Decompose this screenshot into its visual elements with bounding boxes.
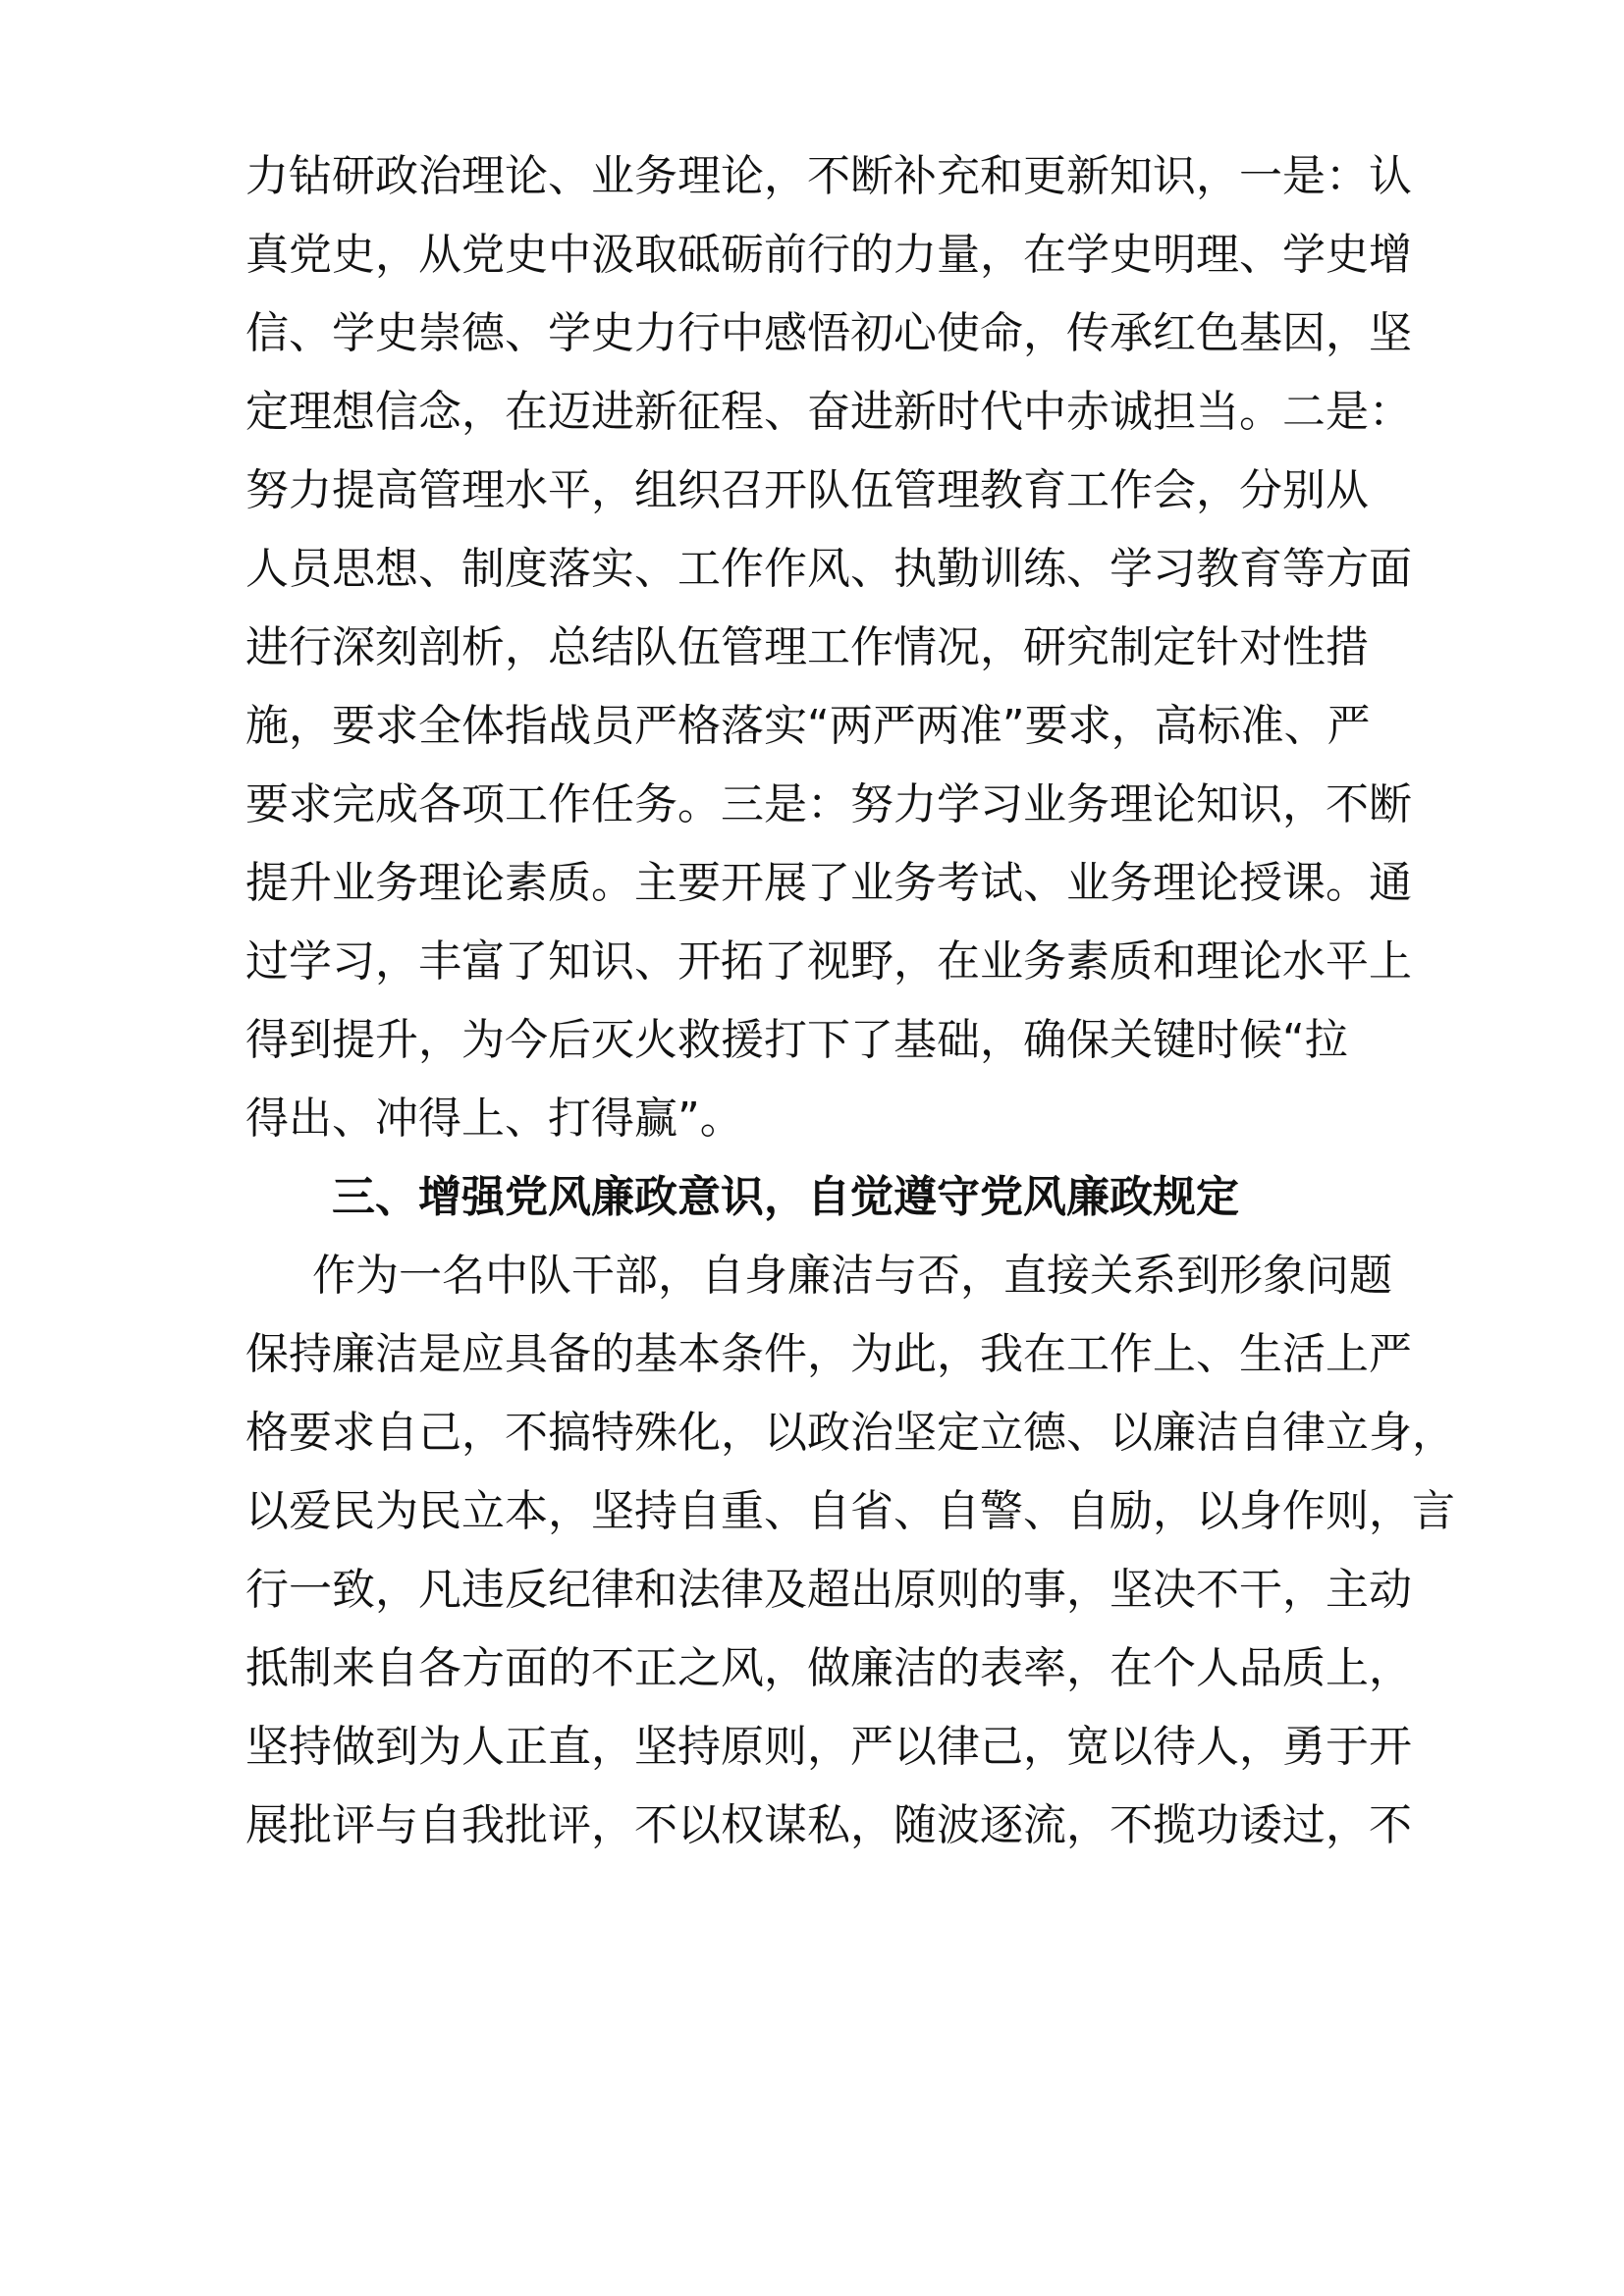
paragraph-1-line-2: 真党史，从党史中汲取砥砺前行的力量，在学史明理、学史增 xyxy=(245,230,1412,280)
paragraph-2-line-2: 保持廉洁是应具备的基本条件，为此，我在工作上、生活上严 xyxy=(245,1329,1412,1379)
paragraph-2-line-3: 格要求自己，不搞特殊化，以政治坚定立德、以廉洁自律立身， xyxy=(245,1408,1455,1458)
paragraph-2-line-8: 展批评与自我批评，不以权谋私，随波逐流，不揽功诿过，不 xyxy=(245,1800,1412,1850)
paragraph-1-line-13: 得出、冲得上、打得赢”。 xyxy=(245,1094,743,1144)
paragraph-1-line-6: 人员思想、制度落实、工作作风、执勤训练、学习教育等方面 xyxy=(245,544,1412,594)
paragraph-2-line-1: 作为一名中队干部，自身廉洁与否，直接关系到形象问题 xyxy=(312,1251,1392,1301)
paragraph-2-line-7: 坚持做到为人正直，坚持原则，严以律己，宽以待人，勇于开 xyxy=(245,1722,1412,1772)
paragraph-2-line-5: 行一致，凡违反纪律和法律及超出原则的事，坚决不干，主动 xyxy=(245,1565,1412,1615)
paragraph-1-line-5: 努力提高管理水平，组织召开队伍管理教育工作会，分别从 xyxy=(245,465,1369,515)
paragraph-1-line-8: 施，要求全体指战员严格落实“两严两准”要求，高标准、严 xyxy=(245,701,1371,751)
paragraph-2-line-4: 以爱民为民立本，坚持自重、自省、自警、自励，以身作则，言 xyxy=(245,1486,1455,1536)
paragraph-1-line-3: 信、学史崇德、学史力行中感悟初心使命，传承红色基因，坚 xyxy=(245,308,1412,358)
section-heading: 三、增强党风廉政意识，自觉遵守党风廉政规定 xyxy=(332,1172,1239,1222)
paragraph-1-line-11: 过学习，丰富了知识、开拓了视野，在业务素质和理论水平上 xyxy=(245,936,1412,987)
paragraph-1-line-9: 要求完成各项工作任务。三是：努力学习业务理论知识，不断 xyxy=(245,779,1412,829)
paragraph-1-line-4: 定理想信念，在迈进新征程、奋进新时代中赤诚担当。二是： xyxy=(245,387,1412,437)
paragraph-1-line-10: 提升业务理论素质。主要开展了业务考试、业务理论授课。通 xyxy=(245,858,1412,908)
paragraph-1-line-7: 进行深刻剖析，总结队伍管理工作情况，研究制定针对性措 xyxy=(245,622,1369,672)
paragraph-2-line-6: 抵制来自各方面的不正之风，做廉洁的表率，在个人品质上， xyxy=(245,1643,1412,1693)
paragraph-1-line-12: 得到提升，为今后灭火救援打下了基础，确保关键时候“拉 xyxy=(245,1015,1348,1065)
paragraph-1-line-1: 力钻研政治理论、业务理论，不断补充和更新知识，一是：认 xyxy=(245,151,1412,201)
